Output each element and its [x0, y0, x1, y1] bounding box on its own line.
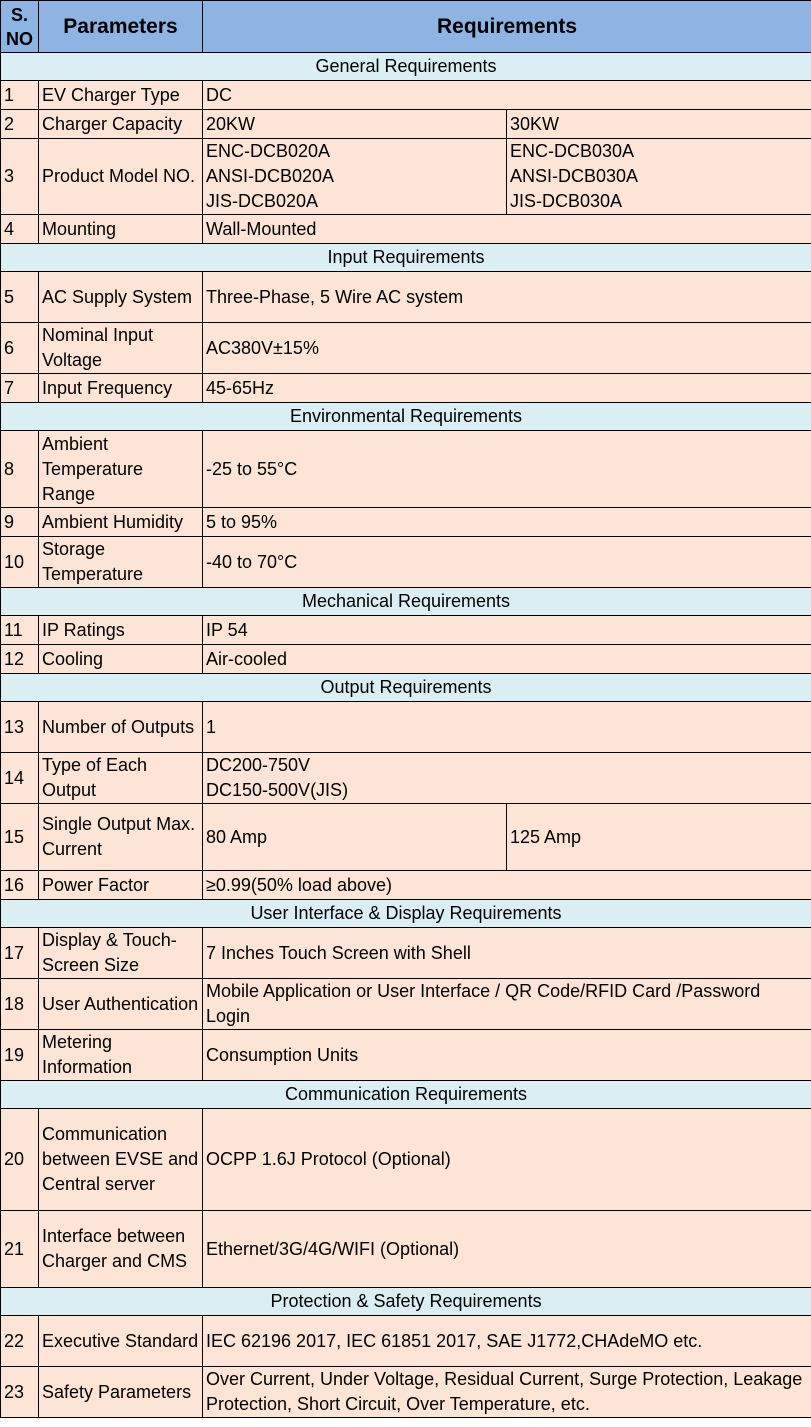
requirement-cell: Three-Phase, 5 Wire AC system	[203, 272, 811, 323]
row-number: 1	[1, 81, 39, 110]
requirement-cell: DC200-750V DC150-500V(JIS)	[203, 753, 811, 804]
requirement-cell: IP 54	[203, 616, 811, 645]
parameter-cell: Ambient Temperature Range	[39, 431, 203, 508]
table-row	[1, 215, 811, 244]
table-row	[1, 1030, 811, 1081]
table-row	[1, 753, 811, 804]
parameter-cell: Mounting	[39, 215, 203, 244]
parameter-cell: Interface between Charger and CMS	[39, 1211, 203, 1288]
section-row	[1, 244, 811, 272]
requirement-cell-a: 80 Amp	[203, 804, 507, 871]
requirement-cell: Wall-Mounted	[203, 215, 811, 244]
section-title: Communication Requirements	[1, 1081, 811, 1109]
section-row	[1, 674, 811, 702]
section-title: General Requirements	[1, 53, 811, 81]
section-title: Protection & Safety Requirements	[1, 1288, 811, 1316]
parameter-cell: Type of Each Output	[39, 753, 203, 804]
row-number: 22	[1, 1316, 39, 1367]
requirement-cell: Ethernet/3G/4G/WIFI (Optional)	[203, 1211, 811, 1288]
requirement-cell-a: ENC-DCB020A ANSI-DCB020A JIS-DCB020A	[203, 139, 507, 215]
row-number: 14	[1, 753, 39, 804]
requirement-cell-a: 20KW	[203, 110, 507, 139]
requirement-cell: ≥0.99(50% load above)	[203, 871, 811, 900]
row-number: 7	[1, 374, 39, 403]
row-number: 18	[1, 979, 39, 1030]
requirement-cell-b: 125 Amp	[507, 804, 811, 871]
table-row	[1, 1109, 811, 1211]
row-number: 6	[1, 323, 39, 374]
table-row	[1, 374, 811, 403]
row-number: 10	[1, 537, 39, 588]
requirement-cell: AC380V±15%	[203, 323, 811, 374]
row-number: 5	[1, 272, 39, 323]
row-number: 13	[1, 702, 39, 753]
row-number: 11	[1, 616, 39, 645]
section-row	[1, 1081, 811, 1109]
parameter-cell: Power Factor	[39, 871, 203, 900]
parameter-cell: Metering Information	[39, 1030, 203, 1081]
requirement-cell: DC	[203, 81, 811, 110]
table-row	[1, 804, 811, 871]
parameter-cell: Input Frequency	[39, 374, 203, 403]
parameter-cell: Nominal Input Voltage	[39, 323, 203, 374]
section-row	[1, 1288, 811, 1316]
table-row	[1, 1211, 811, 1288]
requirement-cell: 45-65Hz	[203, 374, 811, 403]
requirement-cell: Air-cooled	[203, 645, 811, 674]
row-number: 9	[1, 508, 39, 537]
table-row	[1, 979, 811, 1030]
header-row	[1, 1, 811, 53]
col-header-requirements: Requirements	[203, 1, 811, 53]
row-number: 4	[1, 215, 39, 244]
col-header-sno: S. NO	[1, 1, 39, 53]
table-row	[1, 1367, 811, 1418]
row-number: 3	[1, 139, 39, 215]
row-number: 8	[1, 431, 39, 508]
parameter-cell: Safety Parameters	[39, 1367, 203, 1418]
section-row	[1, 53, 811, 81]
parameter-cell: User Authentication	[39, 979, 203, 1030]
table-row	[1, 645, 811, 674]
section-title: Mechanical Requirements	[1, 588, 811, 616]
section-title: User Interface & Display Requirements	[1, 900, 811, 928]
table-row	[1, 81, 811, 110]
requirement-cell: -40 to 70°C	[203, 537, 811, 588]
parameter-cell: Storage Temperature	[39, 537, 203, 588]
row-number: 17	[1, 928, 39, 979]
table-row	[1, 323, 811, 374]
parameter-cell: Product Model NO.	[39, 139, 203, 215]
requirement-cell: Mobile Application or User Interface / QR Code/RFID Card /Password Login	[203, 979, 811, 1030]
col-header-parameters: Parameters	[39, 1, 203, 53]
section-row	[1, 900, 811, 928]
row-number: 20	[1, 1109, 39, 1211]
table-row	[1, 272, 811, 323]
parameter-cell: Charger Capacity	[39, 110, 203, 139]
parameter-cell: Number of Outputs	[39, 702, 203, 753]
requirement-cell: 7 Inches Touch Screen with Shell	[203, 928, 811, 979]
parameter-cell: Executive Standard	[39, 1316, 203, 1367]
section-row	[1, 403, 811, 431]
requirement-cell: -25 to 55°C	[203, 431, 811, 508]
requirement-cell: Consumption Units	[203, 1030, 811, 1081]
table-row	[1, 537, 811, 588]
requirement-cell: 5 to 95%	[203, 508, 811, 537]
table-row	[1, 110, 811, 139]
row-number: 23	[1, 1367, 39, 1418]
row-number: 2	[1, 110, 39, 139]
table-row	[1, 508, 811, 537]
parameter-cell: Communication between EVSE and Central server	[39, 1109, 203, 1211]
parameter-cell: EV Charger Type	[39, 81, 203, 110]
requirement-cell: 1	[203, 702, 811, 753]
table-row	[1, 431, 811, 508]
requirement-cell: Over Current, Under Voltage, Residual Current, Surge Protection, Leakage Protection, Short Circuit, Over Temperature, etc.	[203, 1367, 811, 1418]
requirement-cell-b: 30KW	[507, 110, 811, 139]
parameter-cell: IP Ratings	[39, 616, 203, 645]
row-number: 21	[1, 1211, 39, 1288]
row-number: 16	[1, 871, 39, 900]
section-title: Environmental Requirements	[1, 403, 811, 431]
table-row	[1, 928, 811, 979]
row-number: 12	[1, 645, 39, 674]
table-row	[1, 139, 811, 215]
section-row	[1, 588, 811, 616]
table-row	[1, 702, 811, 753]
table-row	[1, 1316, 811, 1367]
parameter-cell: Display & Touch-Screen Size	[39, 928, 203, 979]
table-row	[1, 616, 811, 645]
requirement-cell: IEC 62196 2017, IEC 61851 2017, SAE J1772,CHAdeMO etc.	[203, 1316, 811, 1367]
row-number: 19	[1, 1030, 39, 1081]
requirement-cell: OCPP 1.6J Protocol (Optional)	[203, 1109, 811, 1211]
parameter-cell: Single Output Max. Current	[39, 804, 203, 871]
section-title: Output Requirements	[1, 674, 811, 702]
section-title: Input Requirements	[1, 244, 811, 272]
row-number: 15	[1, 804, 39, 871]
requirement-cell-b: ENC-DCB030A ANSI-DCB030A JIS-DCB030A	[507, 139, 811, 215]
table-row	[1, 871, 811, 900]
parameter-cell: Cooling	[39, 645, 203, 674]
parameter-cell: Ambient Humidity	[39, 508, 203, 537]
parameter-cell: AC Supply System	[39, 272, 203, 323]
